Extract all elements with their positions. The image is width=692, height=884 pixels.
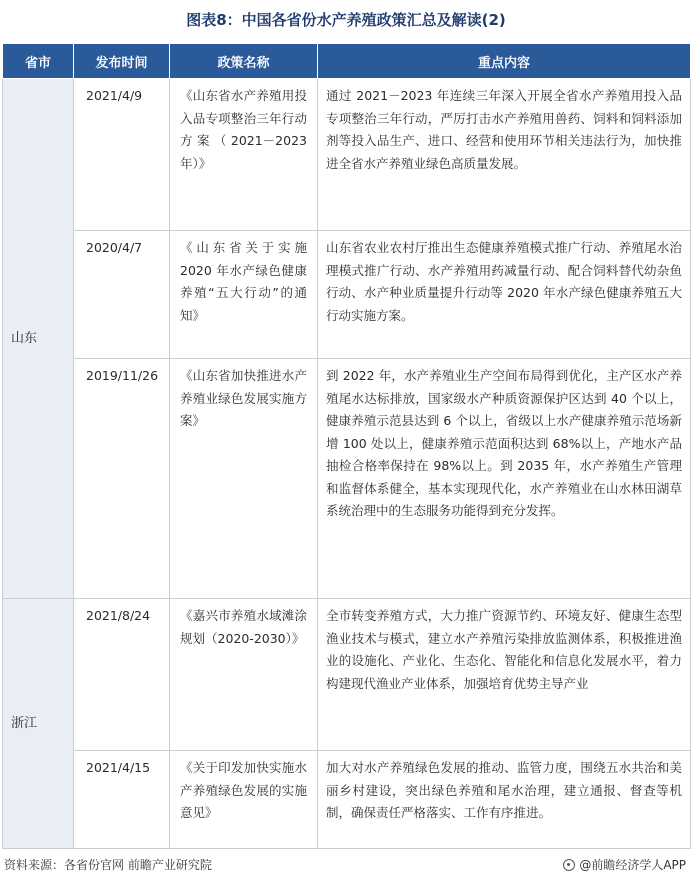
policy-name-cell: 《山东省关于实施 2020 年水产绿色健康养殖“五大行动”的通知》 <box>170 231 318 359</box>
footer <box>0 852 692 878</box>
date-cell: 2020/4/7 <box>74 231 170 359</box>
header-date: 发布时间 <box>74 44 170 79</box>
key-content-cell: 加大对水产养殖绿色发展的推动、监管力度，围绕五水共治和美丽乡村建设，突出绿色养殖和尾水治理，建立通报、督查等机制，确保责任严格落实、工作有序推进。 <box>318 751 691 849</box>
policy-table <box>2 43 691 849</box>
policy-name-cell: 《嘉兴市养殖水域滩涂规划（2020-2030）》 <box>170 599 318 751</box>
source-note: 资料来源：各省份官网 前瞻产业研究院 <box>4 858 212 872</box>
header-key-content: 重点内容 <box>318 44 691 79</box>
brand-logo-icon <box>563 859 575 871</box>
key-content-cell: 到 2022 年，水产养殖业生产空间布局得到优化，主产区水产养殖尾水达标排放，国家级水产种质资源保护区达到 40 个以上，健康养殖示范县达到 6 个以上，省级以上水产健康养殖示范场新增 100 处以上，健康养殖示范面积达到 68%以上，产地水产品抽检合格率保持在 98%以上。到 2035 年，水产养殖生产管理和监督体系健全，基本实现现代化，水产养殖业在山水林田湖草系统治理中的生态服务功能得到充分发挥。 <box>318 359 691 599</box>
brand-attribution <box>563 852 686 878</box>
figure-title: 图表8：中国各省份水产养殖政策汇总及解读(2) <box>186 11 506 29</box>
table-header-row <box>3 44 691 79</box>
header-province: 省市 <box>3 44 74 79</box>
policy-name-cell: 《山东省加快推进水产养殖业绿色发展实施方案》 <box>170 359 318 599</box>
date-cell: 2021/4/9 <box>74 79 170 231</box>
province-cell: 山东 <box>3 79 74 599</box>
brand-label: @前瞻经济学人APP <box>579 858 686 872</box>
policy-name-cell: 《山东省水产养殖用投入品专项整治三年行动方案（2021－2023年）》 <box>170 79 318 231</box>
province-cell: 浙江 <box>3 599 74 849</box>
table-row <box>3 79 691 231</box>
table-row <box>3 599 691 751</box>
date-cell: 2021/4/15 <box>74 751 170 849</box>
key-content-cell: 山东省农业农村厅推出生态健康养殖模式推广行动、养殖尾水治理模式推广行动、水产养殖用药减量行动、配合饲料替代幼杂鱼行动、水产种业质量提升行动等 2020 年水产绿色健康养殖五大行动实施方案。 <box>318 231 691 359</box>
table-row <box>3 231 691 359</box>
key-content-cell: 通过 2021－2023 年连续三年深入开展全省水产养殖用投入品专项整治三年行动，严厉打击水产养殖用兽药、饲料和饲料添加剂等投入品生产、进口、经营和使用环节相关违法行为，加快推进全省水产养殖业绿色高质量发展。 <box>318 79 691 231</box>
table-row <box>3 751 691 849</box>
key-content-cell: 全市转变养殖方式，大力推广资源节约、环境友好、健康生态型渔业技术与模式，建立水产养殖污染排放监测体系，积极推进渔业的设施化、产业化、生态化、智能化和信息化发展水平，着力构建现代渔业产业体系，加强培育优势主导产业 <box>318 599 691 751</box>
table-row <box>3 359 691 599</box>
date-cell: 2021/8/24 <box>74 599 170 751</box>
header-policy-name: 政策名称 <box>170 44 318 79</box>
date-cell: 2019/11/26 <box>74 359 170 599</box>
policy-name-cell: 《关于印发加快实施水产养殖绿色发展的实施意见》 <box>170 751 318 849</box>
